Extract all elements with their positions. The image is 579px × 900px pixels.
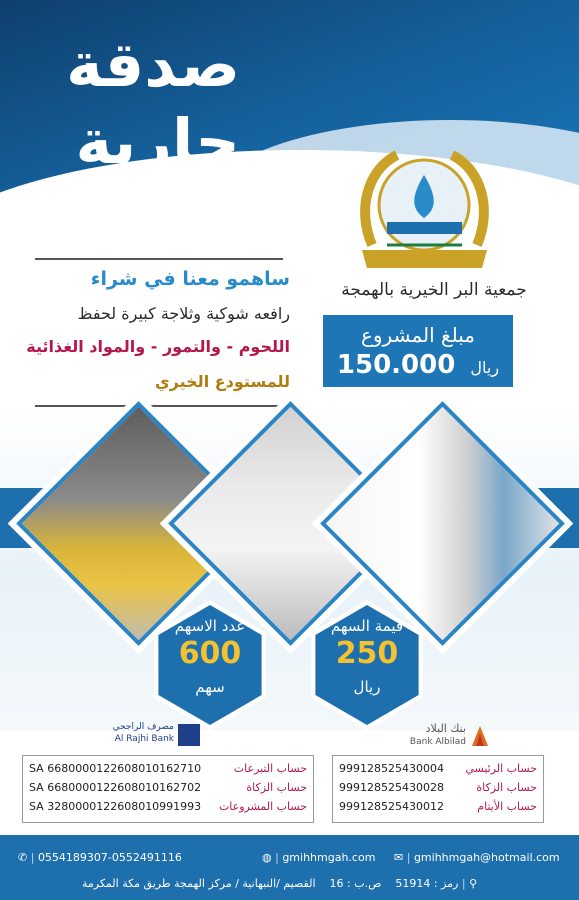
share-price-value: 250 <box>335 636 399 671</box>
shares-count-unit: سهم <box>195 678 225 696</box>
globe-icon: ◍ <box>262 851 272 864</box>
website-contact[interactable]: ◍ | gmihhmgah.com <box>262 851 376 864</box>
account-label: حساب الزكاة <box>476 781 537 794</box>
albilad-emblem-icon <box>470 724 490 748</box>
account-number[interactable]: 999128525430012 <box>339 800 444 813</box>
description-line-1: ساهمو معنا في شراء <box>90 268 290 290</box>
account-label: حساب الأيتام <box>477 800 537 813</box>
albilad-bank-logo <box>395 722 490 752</box>
title-line-1: صدقة <box>66 28 240 101</box>
title-line-2: جارية <box>75 105 240 178</box>
alrajhi-bank-logo <box>112 722 200 750</box>
account-label: حساب الزكاة <box>246 781 307 794</box>
shares-count-label: عدد الاسهم <box>174 617 246 635</box>
project-amount-label: مبلغ المشروع <box>360 323 476 347</box>
shares-count-value: 600 <box>178 636 242 671</box>
project-amount-currency: ريال <box>470 358 500 377</box>
alrajhi-account-row <box>23 762 313 781</box>
po-box: ص.ب : 16 <box>329 877 382 890</box>
address-text: القصيم /النبهانية / مركز الهمجة طريق مكة المكرمة <box>82 877 316 890</box>
account-number[interactable]: 999128525430028 <box>339 781 444 794</box>
share-price-unit: ريال <box>353 678 381 696</box>
project-amount-value-row <box>323 350 513 380</box>
albilad-account-row <box>333 762 543 781</box>
website-link[interactable]: gmihhmgah.com <box>282 851 376 864</box>
email-link[interactable]: gmihhmgah@hotmail.com <box>413 851 560 864</box>
location-pin-icon: ⚲ <box>469 877 478 890</box>
account-label: حساب التبرعات <box>233 762 307 775</box>
account-number[interactable]: SA 3280000122608010991993 <box>29 800 202 813</box>
project-amount-box <box>323 315 513 387</box>
alrajhi-name-ar: مصرف الراجحي <box>112 722 174 732</box>
footer <box>0 835 579 900</box>
phone-numbers[interactable]: 0554189307-0552491116 <box>37 851 182 864</box>
organization-logo <box>352 150 497 275</box>
account-number[interactable]: SA 6680000122608010162710 <box>29 762 202 775</box>
phone-icon: ✆ <box>18 851 28 864</box>
description-line-4: للمستودع الخيري <box>155 372 290 391</box>
alrajhi-emblem-icon <box>178 724 200 746</box>
address-row: رمز : 51914 ص.ب : 16 القصيم /النبهانية / مركز الهمجة طريق مكة المكرمة | ⚲ <box>82 877 478 890</box>
description-line-3: اللحوم - والتمور - والمواد الغذائية <box>26 337 290 356</box>
project-amount-value: 150.000 <box>336 350 456 380</box>
envelope-icon: ✉ <box>394 851 404 864</box>
alrajhi-name-en: Al Rajhi Bank <box>114 734 174 744</box>
email-contact[interactable]: ✉ | gmihhmgah@hotmail.com <box>394 851 560 864</box>
albilad-account-row <box>333 781 543 800</box>
description-line-2: رافعه شوكية وثلاجة كبيرة لحفظ <box>77 304 290 323</box>
postal-code: رمز : 51914 <box>395 877 459 890</box>
account-label: حساب الرئيسي <box>465 762 537 775</box>
alrajhi-accounts-box <box>22 755 314 823</box>
account-number[interactable]: 999128525430004 <box>339 762 444 775</box>
phone-contact[interactable]: ✆ | 0554189307-0552491116 <box>18 851 182 864</box>
divider-top <box>35 258 283 260</box>
albilad-account-row <box>333 800 543 819</box>
divider-bottom <box>35 405 283 407</box>
albilad-name-en: Bank Albilad <box>409 737 466 747</box>
albilad-name-ar: بنك البلاد <box>425 722 466 735</box>
albilad-accounts-box <box>332 755 544 823</box>
account-label: حساب المشروعات <box>218 800 307 813</box>
alrajhi-account-row <box>23 800 313 819</box>
organization-name: جمعية البر الخيرية بالهمجة <box>341 280 527 300</box>
account-number[interactable]: SA 6680000122608010162702 <box>29 781 202 794</box>
alrajhi-account-row <box>23 781 313 800</box>
share-price-label: قيمة السهم <box>330 617 404 635</box>
